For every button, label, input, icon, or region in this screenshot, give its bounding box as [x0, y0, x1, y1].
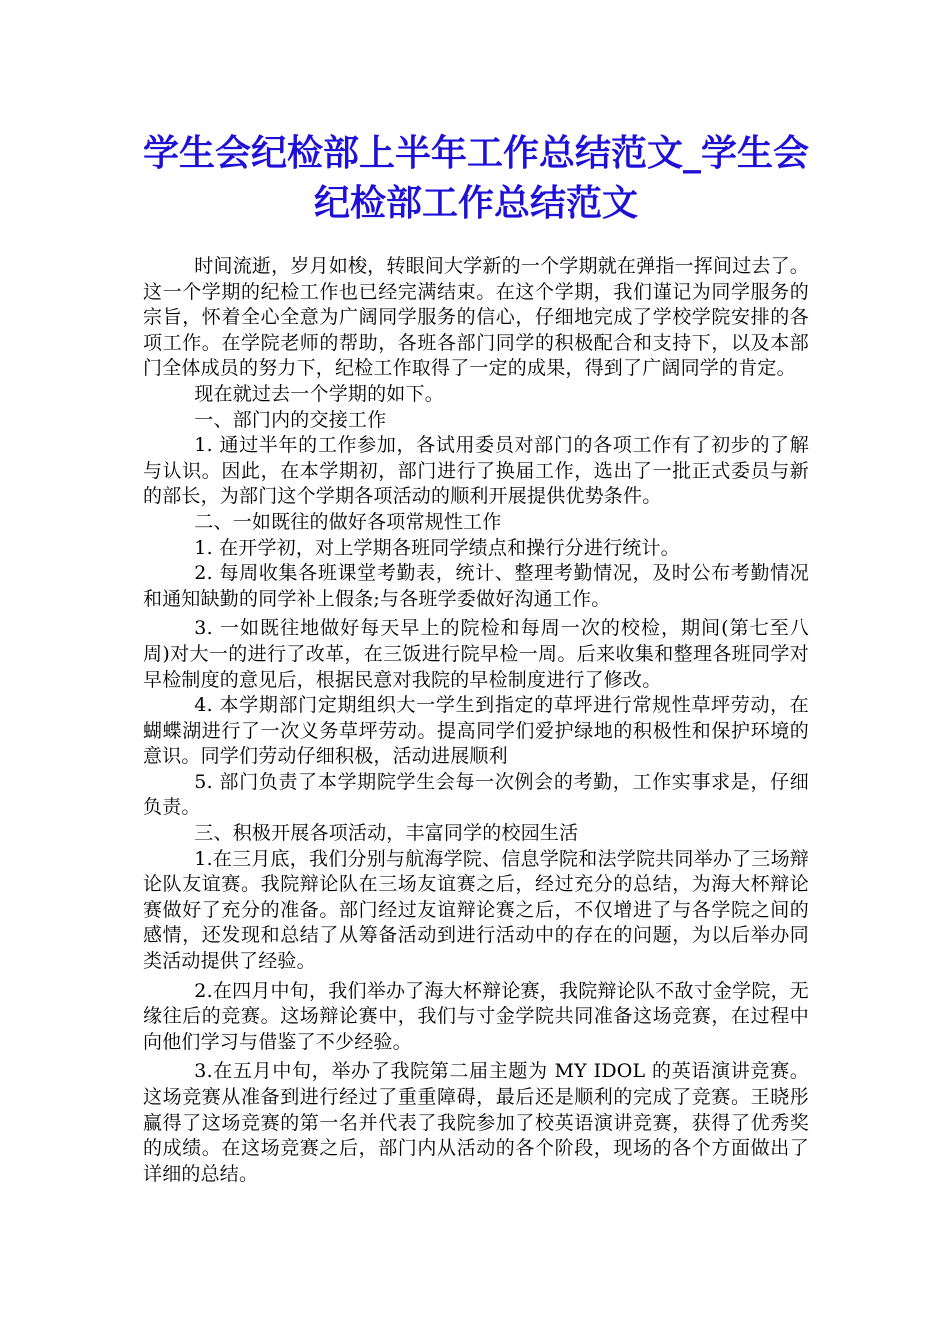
paragraph-item: 1. 通过半年的工作参加，各试用委员对部门的各项工作有了初步的了解与认识。因此，在本学期初，部门进行了换届工作，选出了一批正式委员与新的部长，为部门这个学期各项活动的顺利开展提供优势条件。 — [143, 434, 809, 508]
paragraph-item: 3.在五月中旬，举办了我院第二届主题为 MY IDOL 的英语演讲竞赛。这场竞赛从准备到进行经过了重重障碍，最后还是顺利的完成了竞赛。王晓彤赢得了这场竞赛的第一名并代表了我院参加了校英语演讲竞赛，获得了优秀奖的成绩。在这场竞赛之后，部门内从活动的各个阶段，现场的各个方面做出了详细的总结。 — [143, 1060, 809, 1185]
document-title: 学生会纪检部上半年工作总结范文_学生会纪检部工作总结范文 — [143, 132, 810, 224]
document-body — [143, 254, 809, 1187]
paragraph-item: 4. 本学期部门定期组织大一学生到指定的草坪进行常规性草坪劳动，在蝴蝶湖进行了一次义务草坪劳动。提高同学们爱护绿地的积极性和保护环境的意识。同学们劳动仔细积极，活动进展顺利 — [143, 694, 809, 768]
paragraph-intro: 时间流逝，岁月如梭，转眼间大学新的一个学期就在弹指一挥间过去了。这一个学期的纪检工作也已经完满结束。在这个学期，我们谨记为同学服务的宗旨，怀着全心全意为广阔同学服务的信心，仔细地完成了学校学院安排的各项工作。在学院老师的帮助，各班各部门同学的积极配合和支持下，以及本部门全体成员的努力下，纪检工作取得了一定的成果，得到了广阔同学的肯定。 — [143, 255, 809, 380]
paragraph-item: 1.在三月底，我们分别与航海学院、信息学院和法学院共同举办了三场辩论队友谊赛。我院辩论队在三场友谊赛之后，经过充分的总结，为海大杯辩论赛做好了充分的准备。部门经过友谊辩论赛之后，不仅增进了与各学院之间的感情，还发现和总结了从筹备活动到进行活动中的存在的问题，为以后举办同类活动提供了经验。 — [143, 847, 809, 973]
section-heading-2: 二、一如既往的做好各项常规性工作 — [194, 510, 502, 533]
paragraph-item: 3. 一如既往地做好每天早上的院检和每周一次的校检，期间(第七至八周)对大一的进行了改革，在三饭进行院早检一周。后来收集和整理各班同学对早检制度的意见后，根据民意对我院的早检制度进行了修改。 — [143, 617, 809, 691]
paragraph-item: 1. 在开学初，对上学期各班同学绩点和操行分进行统计。 — [194, 536, 680, 559]
paragraph-item: 2.在四月中旬，我们举办了海大杯辩论赛，我院辩论队不敌寸金学院，无缘往后的竞赛。这场辩论赛中，我们与寸金学院共同准备这场竞赛，在过程中向他们学习与借鉴了不少经验。 — [143, 979, 809, 1053]
document-page — [143, 128, 809, 1187]
paragraph-item: 2. 每周收集各班课堂考勤表，统计、整理考勤情况，及时公布考勤情况和通知缺勤的同学补上假条;与各班学委做好沟通工作。 — [143, 562, 809, 610]
paragraph-item: 5. 部门负责了本学期院学生会每一次例会的考勤，工作实事求是，仔细负责。 — [143, 770, 809, 819]
section-heading-3: 三、积极开展各项活动，丰富同学的校园生活 — [194, 822, 579, 845]
section-heading-1: 一、部门内的交接工作 — [194, 408, 387, 431]
paragraph-lead: 现在就过去一个学期的如下。 — [194, 382, 444, 405]
